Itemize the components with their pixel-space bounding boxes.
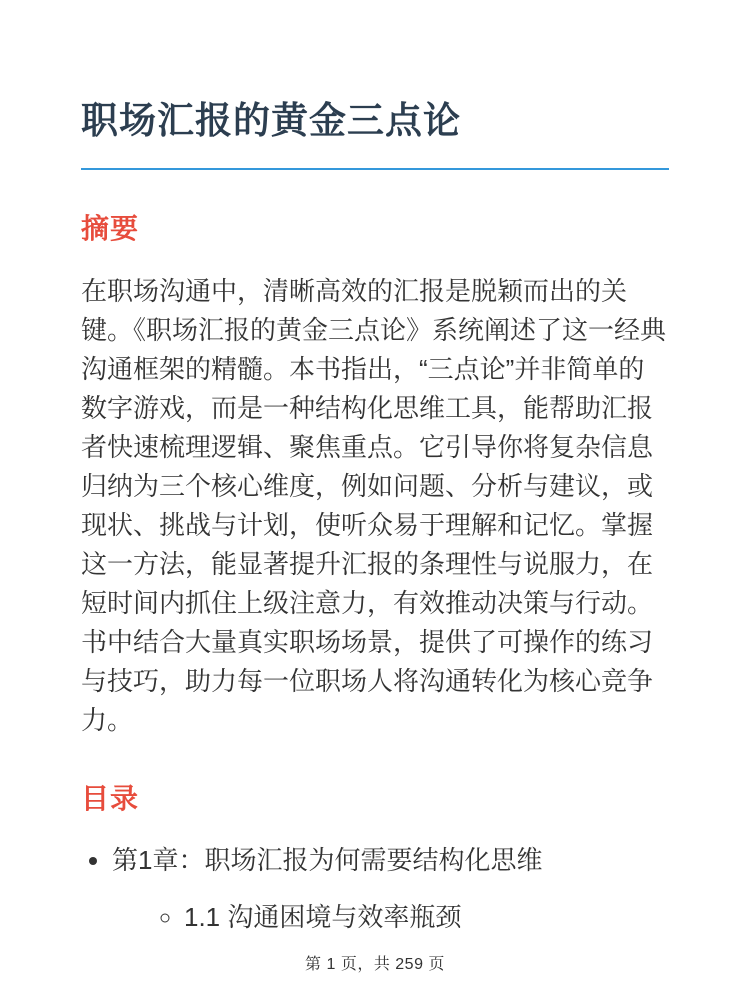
toc-subitem-1-1 (184, 898, 669, 937)
abstract-paragraph: 在职场沟通中，清晰高效的汇报是脱颖而出的关键。《职场汇报的黄金三点论》系统阐述了这一经典沟通框架的精髓。本书指出，“三点论”并非简单的数字游戏，而是一种结构化思维工具，能帮助汇报者快速梳理逻辑、聚焦重点。它引导你将复杂信息归纳为三个核心维度，例如问题、分析与建议，或现状、挑战与计划，使听众易于理解和记忆。掌握这一方法，能显著提升汇报的条理性与说服力，在短时间内抓住上级注意力，有效推动决策与行动。书中结合大量真实职场场景，提供了可操作的练习与技巧，助力每一位职场人将沟通转化为核心竞争力。 (81, 275, 667, 735)
toc-subitem-label: 1.1 沟通困境与效率瓶颈 (184, 902, 462, 933)
title-divider (81, 168, 669, 170)
abstract-heading: 摘要 (81, 213, 140, 245)
toc-item-chapter-1 (112, 841, 669, 937)
page-number-footer: 第 1 页，共 259 页 (305, 956, 445, 973)
toc-item-label: 第1章：职场汇报为何需要结构化思维 (112, 845, 543, 876)
toc-list (81, 841, 669, 937)
document-title: 职场汇报的黄金三点论 (81, 100, 461, 141)
toc-sublist (112, 898, 669, 937)
toc-heading: 目录 (81, 782, 140, 814)
